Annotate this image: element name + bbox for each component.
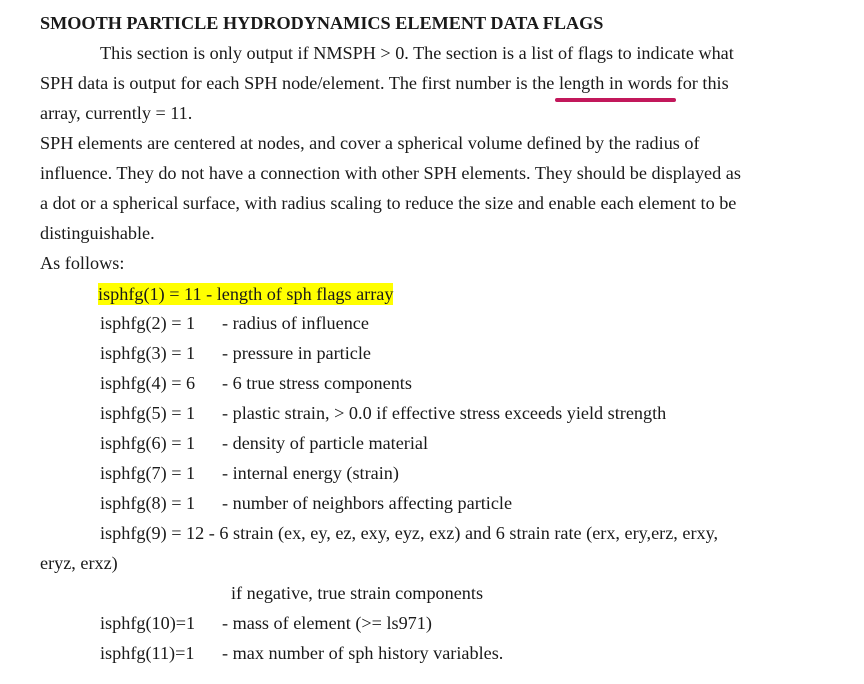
flag-row-4 <box>100 368 195 398</box>
flag-name: isphfg(8) = 1 <box>100 493 196 513</box>
as-follows-label: As follows: <box>40 253 125 273</box>
flag-row-1 <box>98 279 393 309</box>
para1-line3: array, currently = 11. <box>40 103 193 123</box>
para2-line3: a dot or a spherical surface, with radius scaling to reduce the size and enable each element to be <box>40 193 737 213</box>
flag-row-9 <box>100 518 718 548</box>
flag-row-8 <box>100 488 195 518</box>
flag-desc-2: - radius of influence <box>222 313 369 333</box>
flag-row-10 <box>100 608 195 638</box>
flag-name: isphfg(11)=1 <box>100 643 195 663</box>
flag-row-7 <box>100 458 195 488</box>
underlined-phrase: length in words <box>559 68 672 98</box>
flag-desc-11: - max number of sph history variables. <box>222 643 504 663</box>
flag-9-note: if negative, true strain components <box>231 583 484 603</box>
flag-name: isphfg(7) = 1 <box>100 463 196 483</box>
para2-line4: distinguishable. <box>40 223 155 243</box>
flag-desc: - length of sph flags array <box>206 284 394 304</box>
flag-desc-7: - internal energy (strain) <box>222 463 399 483</box>
flag-desc: - 6 strain (ex, ey, ez, exy, eyz, exz) and 6 strain rate (erx, ery,erz, erxy, <box>208 523 719 543</box>
section-heading: SMOOTH PARTICLE HYDRODYNAMICS ELEMENT DATA FLAGS <box>40 13 604 33</box>
para2-line2: influence. They do not have a connection with other SPH elements. They should be displayed as <box>40 163 741 183</box>
para1-line2-after: for this <box>672 73 729 93</box>
flag-desc-6: - density of particle material <box>222 433 429 453</box>
para2-line1: SPH elements are centered at nodes, and cover a spherical volume defined by the radius of <box>40 133 700 153</box>
flag-desc-8: - number of neighbors affecting particle <box>222 493 513 513</box>
flag-9-wrap: eryz, erxz) <box>40 553 118 573</box>
flag-name: isphfg(3) = 1 <box>100 343 196 363</box>
flag-row-6 <box>100 428 195 458</box>
flag-row-11 <box>100 638 194 668</box>
flag-name: isphfg(6) = 1 <box>100 433 196 453</box>
flag-desc-10: - mass of element (>= ls971) <box>222 613 432 633</box>
para1-line2-before: SPH data is output for each SPH node/element. The first number is the <box>40 73 559 93</box>
flag-name: isphfg(9) = 12 <box>100 523 205 543</box>
flag-desc-3: - pressure in particle <box>222 343 371 363</box>
flag-row-2 <box>100 308 195 338</box>
flag-name: isphfg(1) = 11 <box>98 284 202 304</box>
flag-desc-5: - plastic strain, > 0.0 if effective stress exceeds yield strength <box>222 403 667 423</box>
flag-name: isphfg(2) = 1 <box>100 313 196 333</box>
flag-name: isphfg(4) = 6 <box>100 373 196 393</box>
flag-name: isphfg(10)=1 <box>100 613 196 633</box>
flag-desc-4: - 6 true stress components <box>222 373 412 393</box>
para1-line1: This section is only output if NMSPH > 0. The section is a list of flags to indicate what <box>100 43 734 63</box>
highlighted-flag-entry <box>98 283 393 305</box>
para1-line2 <box>40 68 729 98</box>
flag-name: isphfg(5) = 1 <box>100 403 196 423</box>
flag-row-5 <box>100 398 195 428</box>
flag-row-3 <box>100 338 195 368</box>
